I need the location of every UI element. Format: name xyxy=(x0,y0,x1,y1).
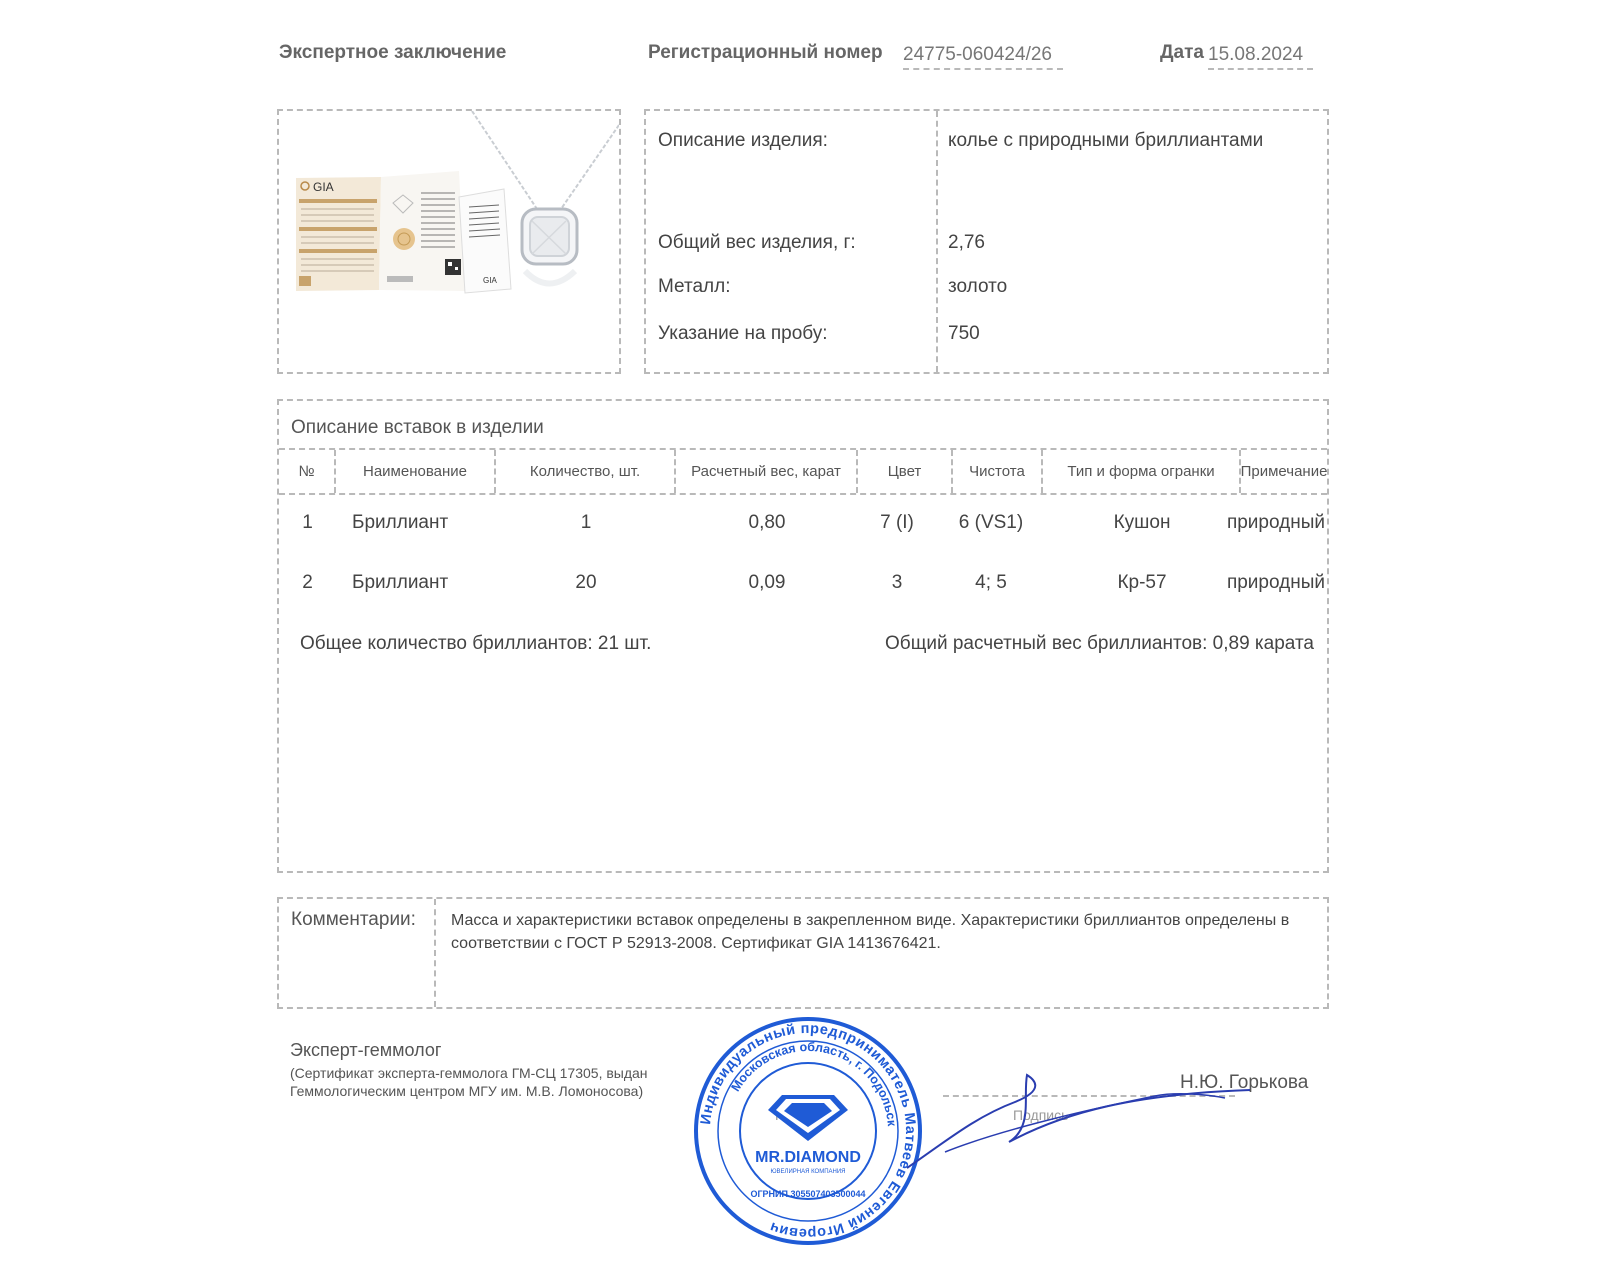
table-cell: природный xyxy=(1226,572,1325,593)
col-header-clarity: Чистота xyxy=(953,450,1043,493)
item-probe-label: Указание на пробу: xyxy=(658,323,828,344)
stamp-tagline: ЮВЕЛИРНАЯ КОМПАНИЯ xyxy=(770,1169,846,1175)
item-desc-value: колье с природными бриллиантами xyxy=(948,130,1264,151)
table-cell: 1 xyxy=(580,512,592,533)
inserts-table-header xyxy=(279,448,1327,495)
table-cell: 2 xyxy=(302,572,313,593)
table-cell: 1 xyxy=(302,512,313,533)
item-weight-label: Общий вес изделия, г: xyxy=(658,232,856,253)
table-cell: Бриллиант xyxy=(352,572,449,593)
col-header-color: Цвет xyxy=(858,450,953,493)
comments-label: Комментарии: xyxy=(291,909,416,930)
svg-text:Индивидуальный предприниматель: Индивидуальный предприниматель Матвеев Евгений Игоревич xyxy=(698,1020,919,1242)
total-count: Общее количество бриллиантов: 21 шт. xyxy=(300,633,652,654)
total-weight: Общий расчетный вес бриллиантов: 0,89 карата xyxy=(885,633,1314,654)
expert-name: Н.Ю. Горькова xyxy=(1180,1072,1309,1093)
col-header-weight: Расчетный вес, карат xyxy=(676,450,858,493)
table-cell: 6 (VS1) xyxy=(958,512,1024,533)
comments-text: Масса и характеристики вставок определены в закрепленном виде. Характеристики бриллиантов определены в соответствии с ГОСТ Р 52913-2008. Сертификат GIA 1413676421. xyxy=(451,912,1290,952)
col-header-note: Примечание xyxy=(1240,463,1328,480)
table-cell: 4; 5 xyxy=(975,572,1007,593)
table-cell: 20 xyxy=(575,572,597,593)
item-metal-label: Металл: xyxy=(658,276,731,297)
product-photo xyxy=(277,109,621,374)
document-title: Экспертное заключение xyxy=(279,42,507,63)
table-cell: Бриллиант xyxy=(352,512,449,533)
table-cell: Кр-57 xyxy=(1117,572,1167,593)
col-header-name: Наименование xyxy=(336,450,496,493)
inserts-title: Описание вставок в изделии xyxy=(291,417,544,438)
table-cell: Кушон xyxy=(1113,512,1171,533)
stamp-ogrnip: ОГРНИП 305507403500044 xyxy=(750,1189,866,1199)
col-header-number: № xyxy=(279,450,336,493)
svg-text:GIA: GIA xyxy=(483,276,497,285)
table-cell: 0,80 xyxy=(748,512,786,533)
reg-number-label: Регистрационный номер xyxy=(648,42,883,63)
table-cell: 0,09 xyxy=(748,572,786,593)
item-metal-value: золото xyxy=(948,276,1008,297)
table-cell: 7 (I) xyxy=(880,512,914,533)
table-cell: природный xyxy=(1226,512,1325,533)
expert-certificate-note: (Сертификат эксперта-геммолога ГМ-СЦ 17305, выдан Геммологическим центром МГУ им. М.В. Ломоносова) xyxy=(290,1065,648,1099)
item-weight-value: 2,76 xyxy=(948,232,985,253)
diamond-logo-icon xyxy=(768,1095,848,1141)
item-probe-value: 750 xyxy=(948,323,980,344)
item-description-panel xyxy=(644,109,1329,374)
svg-text:GIA: GIA xyxy=(313,180,334,194)
company-stamp xyxy=(692,1015,924,1247)
stamp-brand: MR.DIAMOND xyxy=(755,1149,861,1166)
item-desc-label: Описание изделия: xyxy=(658,130,828,151)
svg-text:Московская область, г. Подольс: Московская область, г. Подольск xyxy=(728,1039,899,1127)
pendant-icon xyxy=(522,209,577,284)
necklace-and-certificate-image xyxy=(279,111,619,372)
table-cell: 3 xyxy=(891,572,903,593)
handwritten-signature xyxy=(905,1072,1250,1172)
date-label: Дата xyxy=(1160,42,1204,63)
comments-panel xyxy=(277,897,1329,1009)
inserts-panel xyxy=(277,399,1329,873)
date-value: 15.08.2024 xyxy=(1208,44,1313,70)
sign-label: Подпись xyxy=(1013,1107,1069,1123)
col-header-quantity: Количество, шт. xyxy=(496,450,676,493)
reg-number-value: 24775-060424/26 xyxy=(903,44,1063,70)
col-header-cut: Тип и форма огранки xyxy=(1043,450,1241,493)
expert-title: Эксперт-геммолог xyxy=(290,1040,442,1060)
